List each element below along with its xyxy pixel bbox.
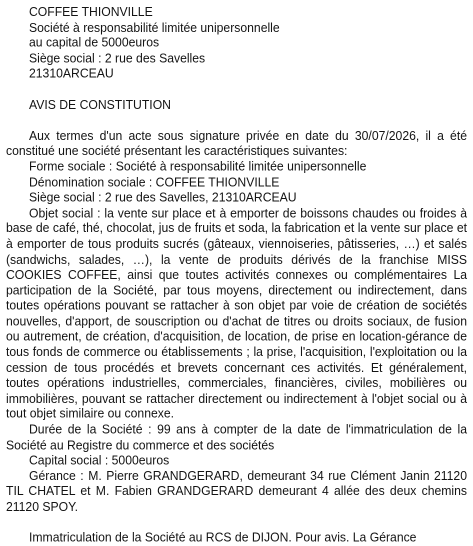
- forme-sociale-line: Forme sociale : Société à responsabilité limitée unipersonnelle: [29, 158, 367, 174]
- denomination-line: Dénomination sociale : COFFEE THIONVILLE: [29, 174, 280, 190]
- postcode-city: 21310ARCEAU: [29, 66, 114, 81]
- objet-social-paragraph: Objet social : la vente sur place et à emporter de boissons chaudes ou froides à base de café, thé, chocolat, jus de fruits et soda, la fabrication et la vente sur place et à emporter de tous produits sucrés (gâteaux, viennoiseries, pâtisseries, …) et salés (sandwichs, salades, …), la vente de produits dérivés de la franchise MISS COOKIES COFFEE, ainsi que toutes activités connexes ou complémentaires La participation de la Société, par tous moyens, directement ou indirectement, dans toutes opérations pouvant se rattacher à son objet par voie de création de sociétés nouvelles, d'apport, de souscription ou d'achat de titres ou droits sociaux, de fusion ou autrement, de création, d'acquisition, de location, de prise en location-gérance de tous fonds de commerce ou établissements ; la prise, l'acquisition, l'exploitation ou la cession de tous procédés et brevets concernant ces activités. Et généralement, toutes opérations industrielles, commerciales, financières, civiles, mobilières ou immobilières, pouvant se rattacher directement ou indirectement à l'objet social ou à tout objet similaire ou connexe.: [6, 205, 467, 422]
- notice-title: AVIS DE CONSTITUTION: [29, 97, 171, 112]
- intro-paragraph: Aux termes d'un acte sous signature privée en date du 30/07/2026, il a été constitué une société présentant les caractéristiques suivantes:: [6, 127, 467, 159]
- siege-line: Siège social : 2 rue des Savelles, 21310ARCEAU: [29, 189, 297, 205]
- capital-social-line: Capital social : 5000euros: [29, 452, 170, 468]
- gerance-paragraph: Gérance : M. Pierre GRANDGERARD, demeurant 34 rue Clément Janin 21120 TIL CHATEL et M. Fabien GRANDGERARD demeurant 4 allée des deux chemins 21120 SPOY.: [6, 468, 467, 515]
- duree-paragraph: Durée de la Société : 99 ans à compter de la date de l'immatriculation de la Société au Registre du commerce et des sociétés: [6, 421, 467, 453]
- immatriculation-paragraph: Immatriculation de la Société au RCS de DIJON. Pour avis. La Gérance: [29, 530, 417, 546]
- capital-line: au capital de 5000euros: [29, 35, 160, 51]
- legal-form: Société à responsabilité limitée unipersonnelle: [29, 19, 280, 35]
- company-name: COFFEE THIONVILLE: [29, 4, 153, 20]
- registered-office: Siège social : 2 rue des Savelles: [29, 50, 206, 66]
- spacer: [6, 515, 467, 530]
- company-header: [6, 4, 467, 81]
